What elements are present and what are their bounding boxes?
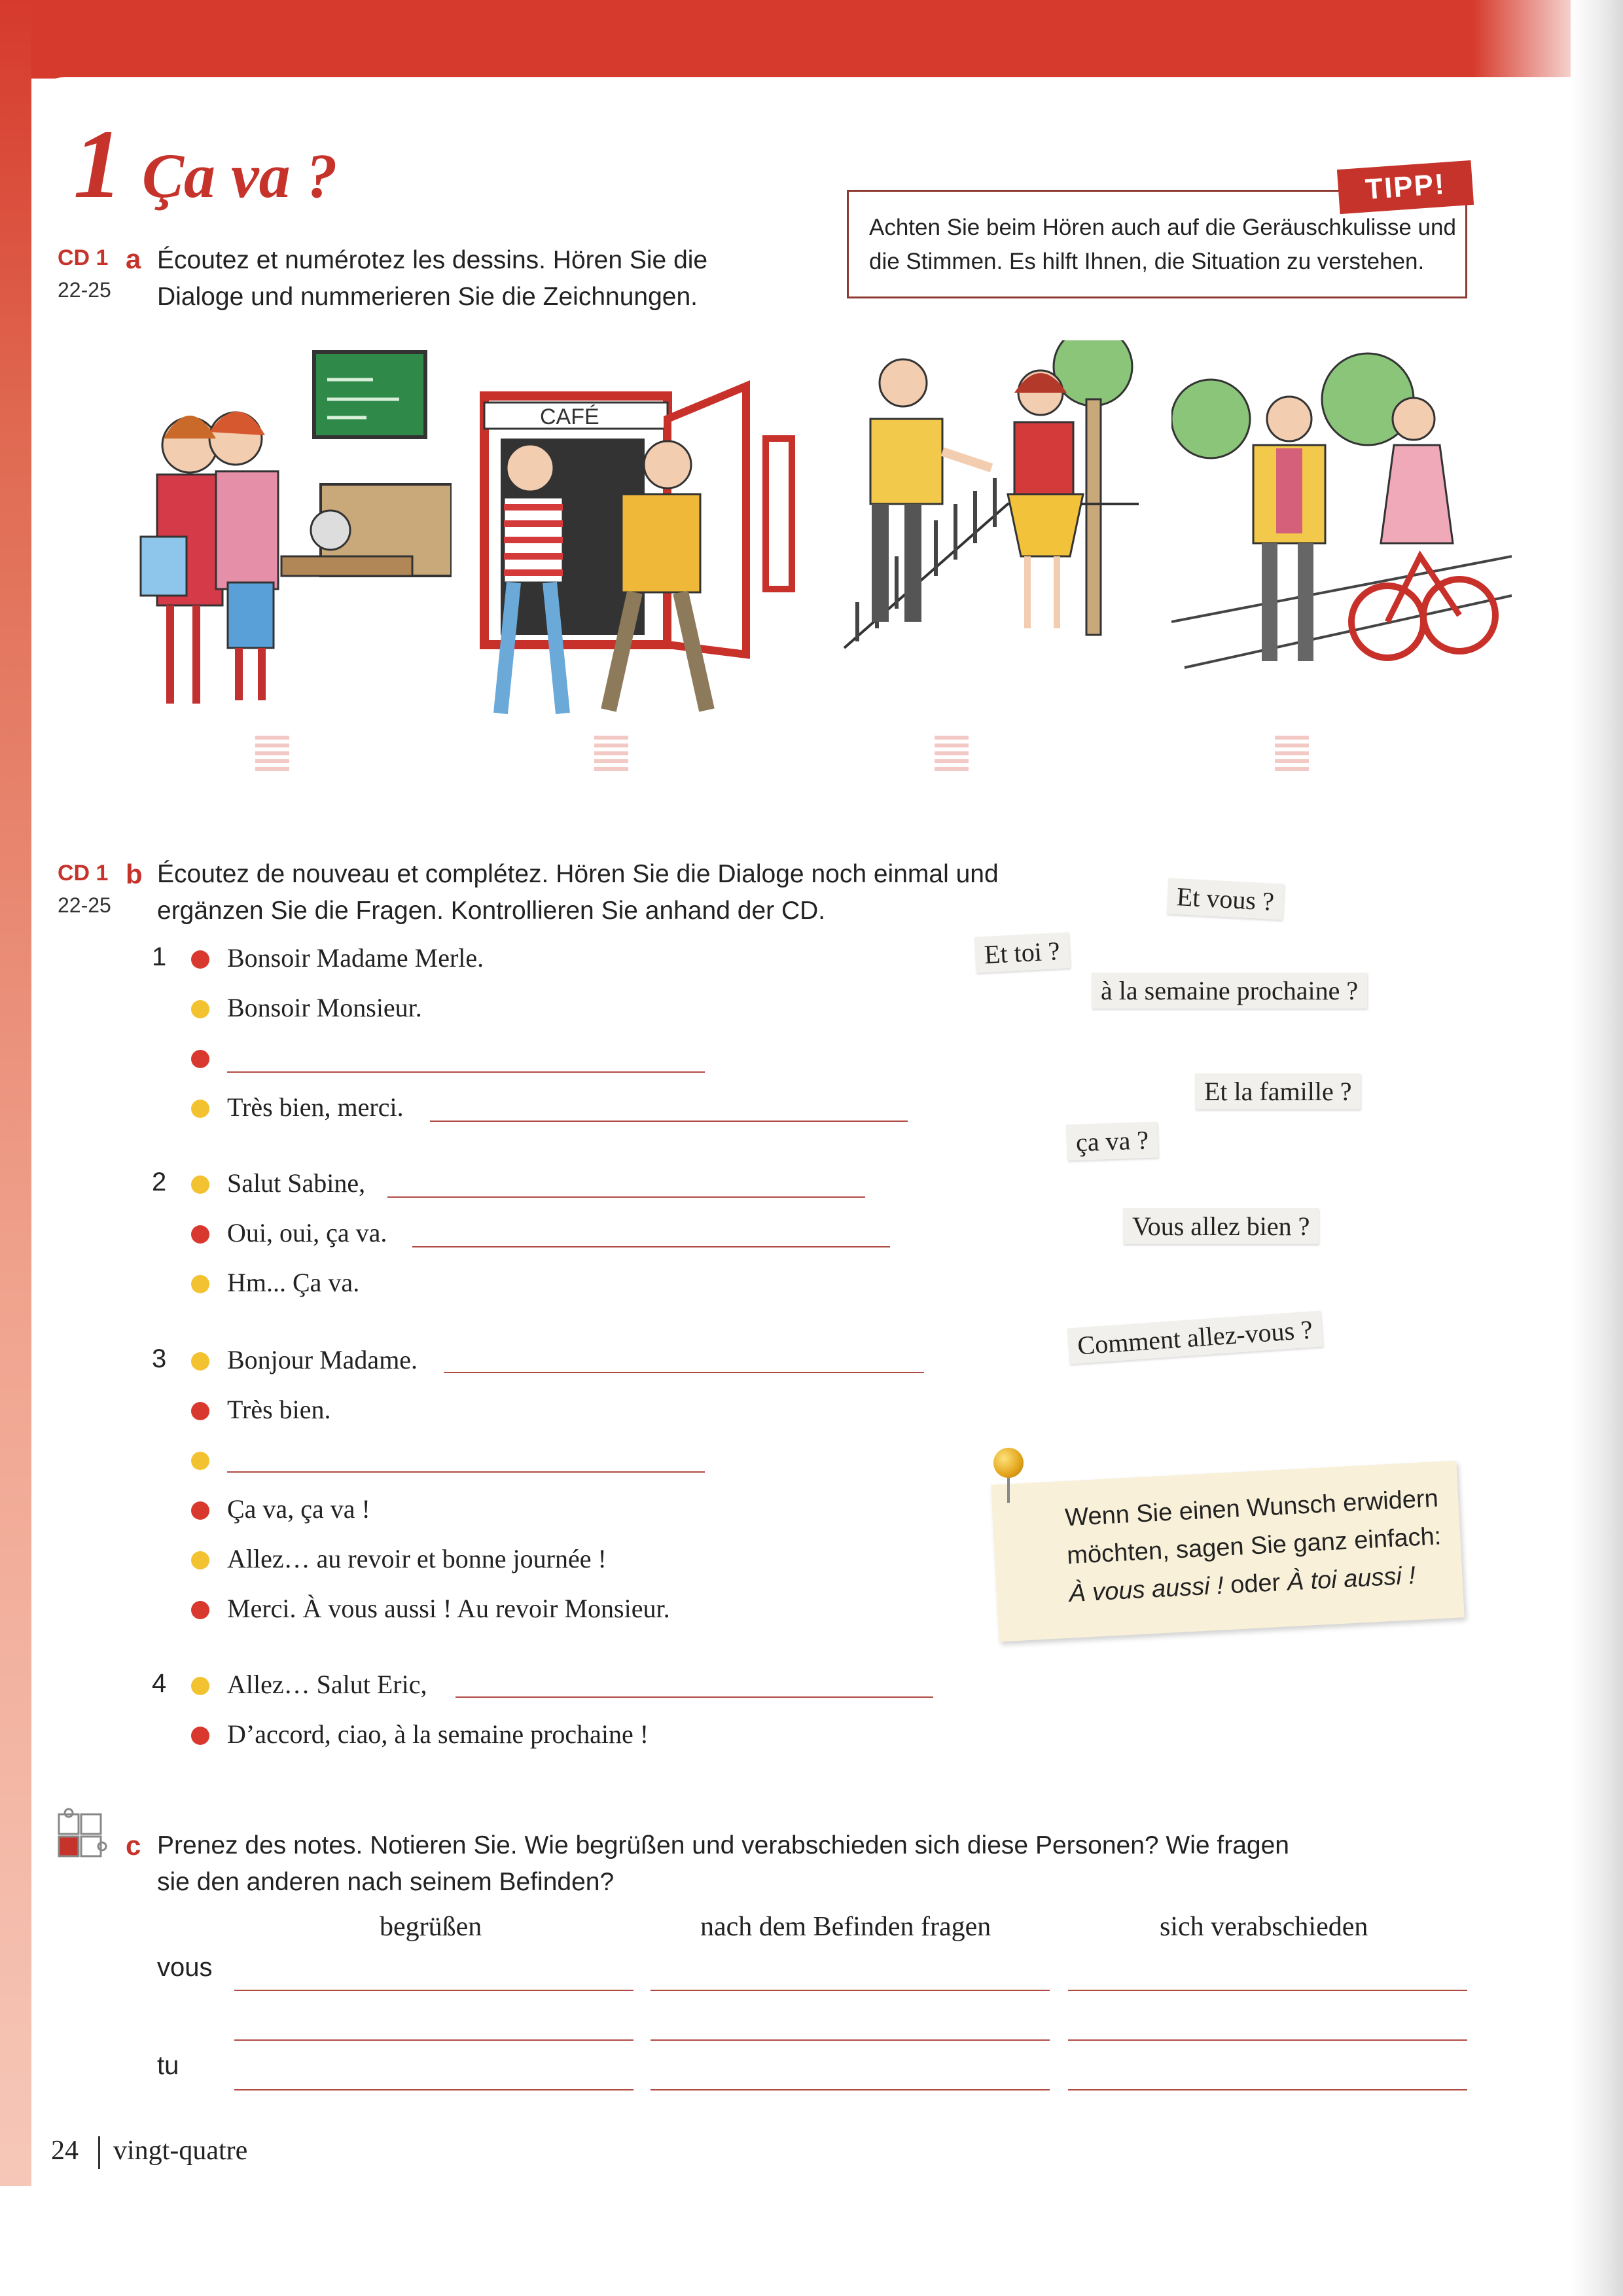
illustration-4-bicycle	[1171, 340, 1512, 733]
dialogue-text: Très bien.	[227, 1395, 331, 1424]
footer-divider	[98, 2136, 100, 2169]
dialogue-number: 2	[152, 1168, 167, 1196]
dialogue-text: Allez… au revoir et bonne journée !	[227, 1544, 607, 1573]
table-answer-line[interactable]	[234, 2089, 633, 2090]
instruction-b: Écoutez de nouveau et complétez. Hören Sie die Dialoge noch einmal und ergänzen Sie die Fragen. Kontrollieren Sie anhand der CD.	[157, 860, 999, 925]
dialogue-text: Bonjour Madame.	[227, 1345, 418, 1374]
speaker-red-dot-icon	[191, 1050, 209, 1068]
handshake-drawing-icon	[798, 340, 1139, 733]
tipp-text: Achten Sie beim Hören auch auf die Geräuschkulisse und die Stimmen. Es hilft Ihnen, die Situation zu verstehen.	[869, 215, 1456, 274]
illustration-2-cafe	[458, 340, 798, 733]
chip-ca-va[interactable]: ça va ?	[1066, 1122, 1158, 1161]
answer-box-1[interactable]	[255, 736, 289, 772]
chip-comment-allez-vous[interactable]: Comment allez-vous ?	[1067, 1311, 1323, 1365]
table-row-label-tu: tu	[157, 2051, 179, 2080]
chip-et-vous[interactable]: Et vous ?	[1167, 878, 1285, 920]
dialogue-text: Ça va, ça va !	[227, 1494, 370, 1524]
page-gutter-shadow	[1571, 0, 1623, 2296]
answer-line[interactable]	[227, 1071, 705, 1073]
dialogue-text: D’accord, ciao, à la semaine prochaine !	[227, 1719, 649, 1749]
dialogue-number: 4	[152, 1669, 167, 1698]
pin-needle-icon	[1007, 1475, 1010, 1503]
speaker-yellow-dot-icon	[191, 1677, 209, 1695]
classroom-drawing-icon	[111, 340, 452, 733]
dialogue-number: 1	[152, 942, 167, 971]
page-number-words: vingt-quatre	[113, 2136, 248, 2166]
table-answer-line[interactable]	[651, 1990, 1050, 1991]
table-row-label-vous: vous	[157, 1953, 213, 1982]
title-number: 1	[73, 110, 122, 219]
top-band	[0, 0, 1558, 79]
speaker-yellow-dot-icon	[191, 1551, 209, 1570]
table-answer-line[interactable]	[234, 1990, 633, 1991]
dialogue-text: Bonsoir Madame Merle.	[227, 943, 484, 973]
dialogue-text: Merci. À vous aussi ! Au revoir Monsieur.	[227, 1594, 670, 1623]
table-header-befinden: nach dem Befinden fragen	[700, 1912, 991, 1942]
speaker-red-dot-icon	[191, 1727, 209, 1745]
answer-line[interactable]	[227, 1471, 705, 1473]
page-number: 24	[51, 2136, 79, 2166]
exercise-letter-a: a	[126, 243, 141, 274]
note-italic-2: À toi aussi !	[1286, 1562, 1416, 1596]
cafe-drawing-icon	[458, 340, 798, 733]
speaker-yellow-dot-icon	[191, 1452, 209, 1470]
note-italic-1: À vous aussi !	[1068, 1571, 1224, 1608]
speaker-yellow-dot-icon	[191, 1352, 209, 1371]
speaker-red-dot-icon	[191, 1501, 209, 1520]
table-answer-line[interactable]	[651, 2039, 1050, 2041]
puzzle-icon	[55, 1808, 107, 1867]
speaker-yellow-dot-icon	[191, 1000, 209, 1018]
instruction-a: Écoutez et numérotez les dessins. Hören Sie die Dialoge und nummerieren Sie die Zeichnungen.	[157, 246, 708, 311]
chip-semaine-prochaine[interactable]: à la semaine prochaine ?	[1092, 973, 1367, 1009]
answer-line[interactable]	[387, 1196, 865, 1198]
illustration-3-handshake	[798, 340, 1139, 733]
bicycle-drawing-icon	[1171, 340, 1512, 733]
left-band	[0, 0, 31, 2186]
table-answer-line[interactable]	[1068, 2089, 1467, 2090]
answer-line[interactable]	[430, 1121, 908, 1122]
exercise-letter-c: c	[126, 1830, 141, 1861]
speaker-yellow-dot-icon	[191, 1275, 209, 1293]
answer-line[interactable]	[412, 1246, 890, 1247]
note-mid: oder	[1222, 1568, 1288, 1600]
page-footer	[51, 2135, 247, 2169]
dialogue-text: Oui, oui, ça va.	[227, 1218, 387, 1247]
dialogue-text: Hm... Ça va.	[227, 1268, 360, 1297]
speaker-red-dot-icon	[191, 950, 209, 969]
illustration-1-classroom	[111, 340, 452, 733]
chip-et-toi[interactable]: Et toi ?	[974, 932, 1070, 973]
chip-et-la-famille[interactable]: Et la famille ?	[1195, 1073, 1361, 1109]
instruction-c: Prenez des notes. Notieren Sie. Wie begrüßen und verabschieden sich diese Personen? Wie fragen sie den anderen nach seinem Befinden?	[157, 1831, 1289, 1896]
cd-tracks-b: 22-25	[58, 893, 111, 917]
table-header-begruessen: begrüßen	[380, 1912, 482, 1942]
table-answer-line[interactable]	[1068, 2039, 1467, 2041]
speaker-red-dot-icon	[191, 1601, 209, 1619]
table-answer-line[interactable]	[234, 2039, 633, 2041]
dialogue-text: Très bien, merci.	[227, 1092, 404, 1122]
cd-label-a: CD 1	[58, 245, 109, 270]
dialogue-text: Allez… Salut Eric,	[227, 1670, 427, 1699]
tipp-badge: TIPP!	[1337, 160, 1474, 214]
exercise-letter-b: b	[126, 859, 143, 889]
chip-vous-allez-bien[interactable]: Vous allez bien ?	[1123, 1208, 1319, 1244]
answer-box-4[interactable]	[1275, 736, 1309, 772]
title-text: Ça va ?	[142, 141, 338, 211]
dialogue-text: Salut Sabine,	[227, 1168, 366, 1198]
table-header-verabschieden: sich verabschieden	[1160, 1912, 1368, 1942]
speaker-red-dot-icon	[191, 1402, 209, 1420]
answer-box-2[interactable]	[594, 736, 628, 772]
dialogue-text: Bonsoir Monsieur.	[227, 993, 422, 1022]
dialogue-number: 3	[152, 1344, 167, 1373]
cd-tracks-a: 22-25	[58, 278, 111, 302]
table-answer-line[interactable]	[1068, 1990, 1467, 1991]
answer-line[interactable]	[444, 1372, 924, 1373]
table-answer-line[interactable]	[651, 2089, 1050, 2090]
speaker-red-dot-icon	[191, 1225, 209, 1244]
speaker-yellow-dot-icon	[191, 1175, 209, 1194]
note-line: Wenn Sie einen Wunsch erwidern möchten, sagen Sie ganz einfach:	[1064, 1484, 1442, 1570]
answer-box-3[interactable]	[935, 736, 969, 772]
page-title	[73, 108, 338, 221]
answer-line[interactable]	[455, 1696, 933, 1698]
push-pin-icon	[993, 1448, 1024, 1478]
speaker-yellow-dot-icon	[191, 1100, 209, 1118]
cafe-sign: CAFÉ	[540, 404, 599, 429]
cd-label-b: CD 1	[58, 861, 109, 886]
sticky-note-text	[1064, 1479, 1449, 1613]
